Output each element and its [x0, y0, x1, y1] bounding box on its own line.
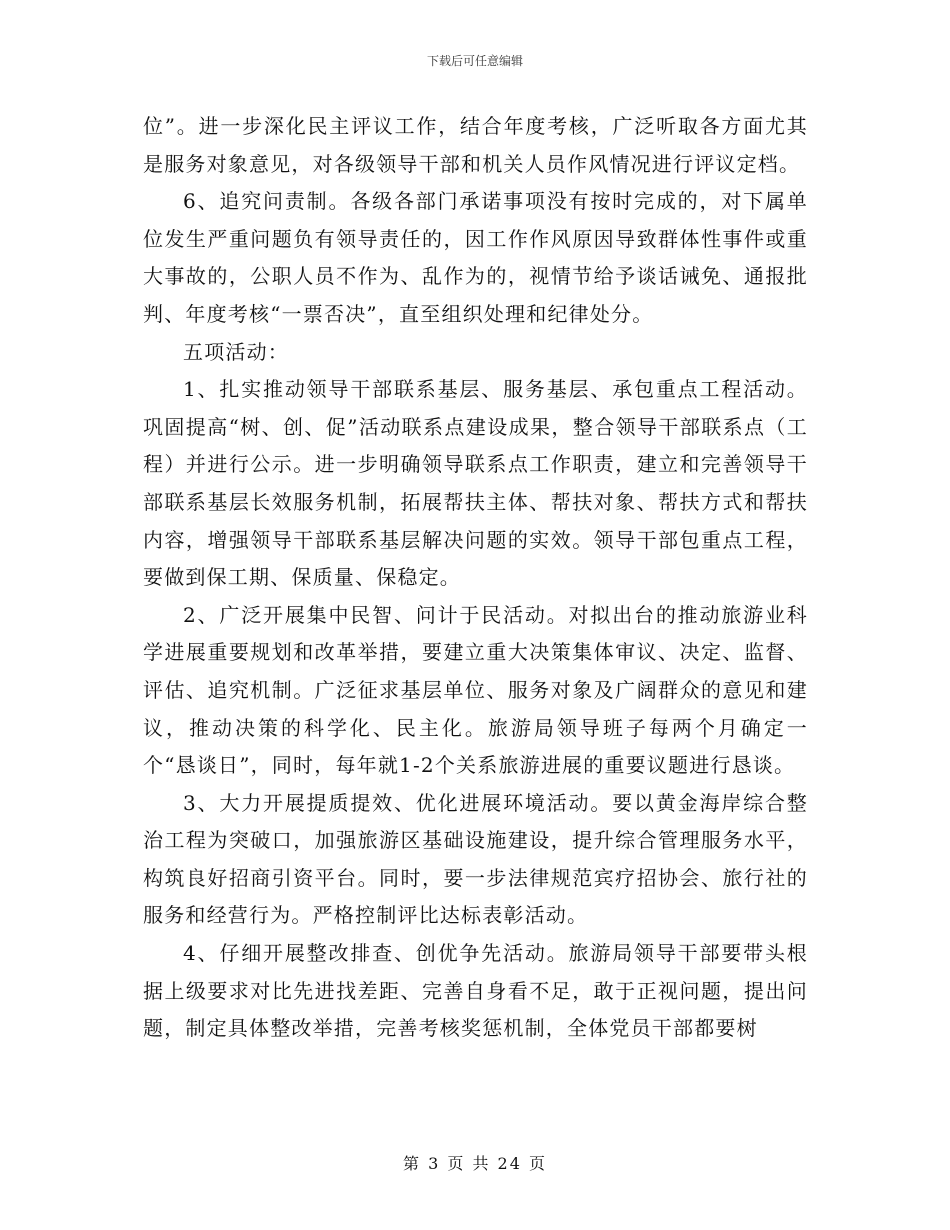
paragraph: 2、广泛开展集中民智、问计于民活动。对拟出台的推动旅游业科学进展重要规划和改革举措，要建立重大决策集体审议、决定、监督、评估、追究机制。广泛征求基层单位、服务对象及广阔群众的意见和建议，推动决策的科学化、民主化。旅游局领导班子每两个月确定一个“恳谈日”，同时，每年就1-2个关系旅游进展的重要议题进行恳谈。 [143, 602, 808, 778]
paragraph: 6、追究问责制。各级各部门承诺事项没有按时完成的，对下属单位发生严重问题负有领导责任的，因工作作风原因导致群体性事件或重大事故的，公职人员不作为、乱作为的，视情节给予谈话诫免、通报批判、年度考核“一票否决”，直至组织处理和纪律处分。 [143, 189, 808, 326]
body-text [143, 108, 808, 1048]
page-number-footer: 第 3 页 共 24 页 [403, 1154, 547, 1173]
page-header: 下载后可任意编辑 [426, 54, 523, 68]
paragraph: 位”。进一步深化民主评议工作，结合年度考核，广泛听取各方面尤其是服务对象意见，对各级领导干部和机关人员作风情况进行评议定档。 [143, 114, 808, 176]
paragraph: 3、大力开展提质提效、优化进展环境活动。要以黄金海岸综合整治工程为突破口，加强旅游区基础设施建设，提升综合管理服务水平，构筑良好招商引资平台。同时，要一步法律规范宾疗招协会、旅行社的服务和经营行为。严格控制评比达标表彰活动。 [143, 790, 808, 928]
section-heading: 五项活动： [183, 339, 289, 364]
paragraph: 4、仔细开展整改排查、创优争先活动。旅游局领导干部要带头根据上级要求对比先进找差距、完善自身看不足，敢于正视问题，提出问题，制定具体整改举措，完善考核奖惩机制，全体党员干部都要树 [143, 941, 808, 1041]
paragraph: 1、扎实推动领导干部联系基层、服务基层、承包重点工程活动。巩固提高“树、创、促”活动联系点建设成果，整合领导干部联系点（工程）并进行公示。进一步明确领导联系点工作职责，建立和完善领导干部联系基层长效服务机制，拓展帮扶主体、帮扶对象、帮扶方式和帮扶内容，增强领导干部联系基层解决问题的实效。领导干部包重点工程，要做到保工期、保质量、保稳定。 [143, 377, 808, 590]
